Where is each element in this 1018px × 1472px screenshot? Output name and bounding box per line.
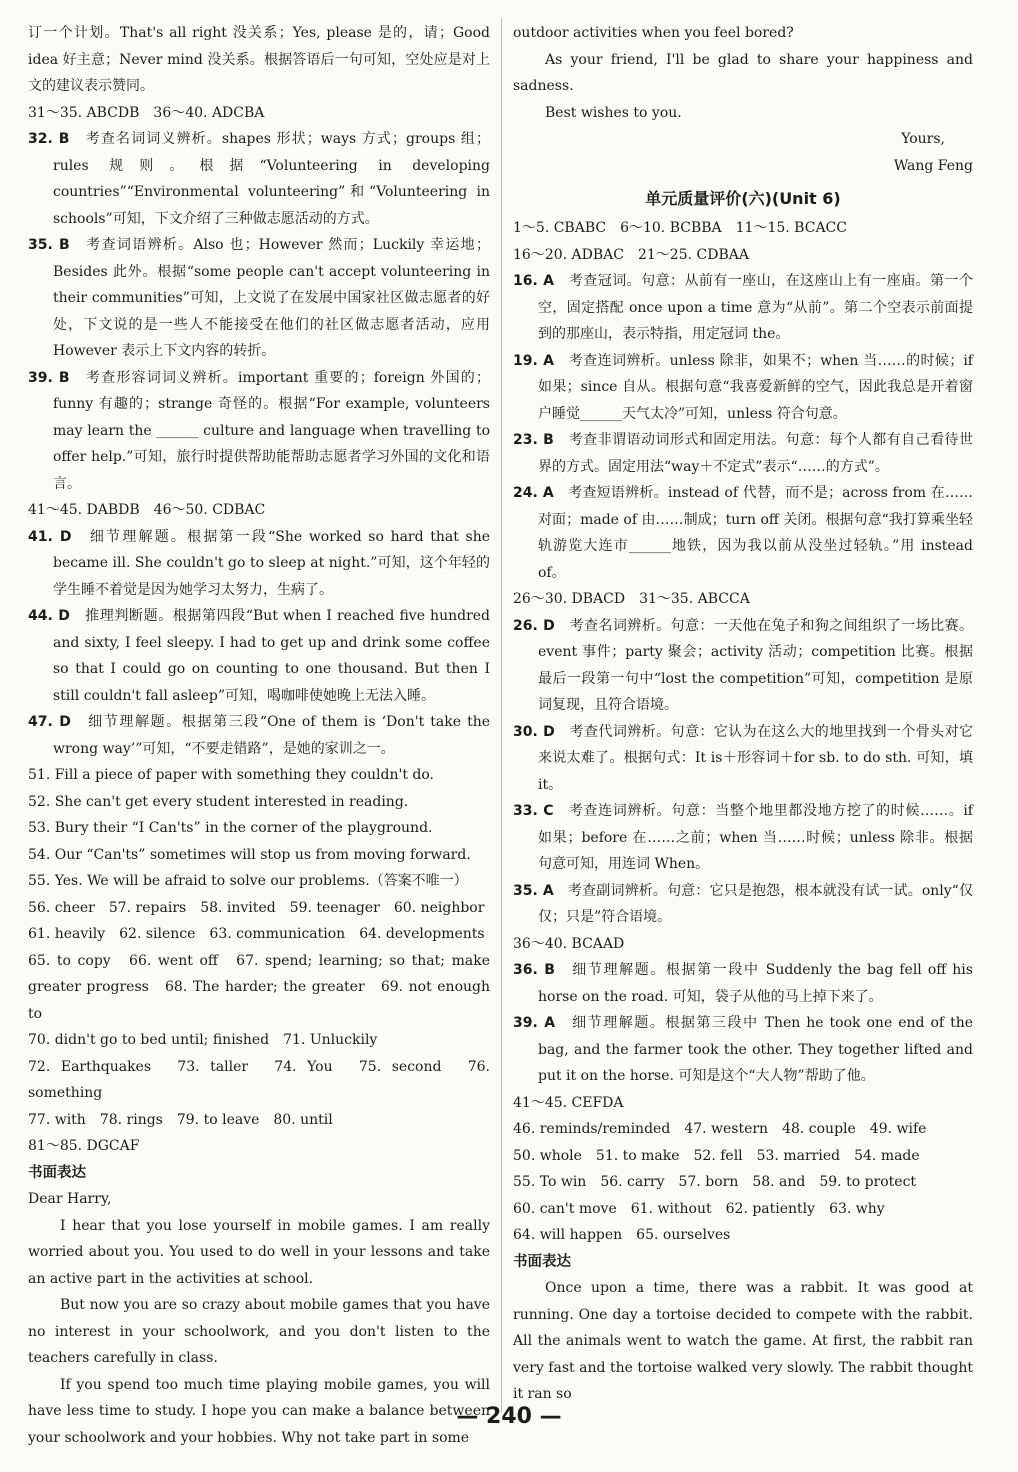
answer-explanation [513, 1010, 973, 1090]
line-text: 61. heavily 62. silence 63. communication 64. developments [28, 926, 485, 942]
signature-closing: Yours, [901, 131, 945, 147]
answer-explanation [28, 232, 490, 365]
writing-heading-left: 书面表达 [28, 1164, 86, 1181]
story-paragraph: Once upon a time, there was a rabbit. It was good at running. One day a tortoise decided to compete with the rabbit. All the animals went to watch the game. At first, the rabbit ran very fast and the tortoise walked very slowly. The rabbit thought it ran so [513, 1280, 973, 1402]
section-title: 单元质量评价(六)(Unit 6) [645, 189, 841, 208]
answer-explanation [513, 719, 973, 799]
answer-line [28, 842, 490, 869]
answer-line [513, 931, 973, 958]
page-number: — 240 — [456, 1404, 562, 1429]
line-text: 考查连词辨析。unless 除非，如果不；when 当……的时候；if 如果；since 自从。根据句意“我喜爱新鲜的空气，因此我总是开着窗户睡觉______天气太冷”可知，unless 符合句意。 [538, 352, 973, 422]
line-text: 细节理解题。根据第一段中 Suddenly the bag fell off his horse on the road. 可知，袋子从他的马上掉下来了。 [538, 962, 973, 1005]
answer-line [513, 1222, 973, 1249]
answer-line [28, 20, 490, 100]
question-number: 24. A [513, 485, 554, 501]
answer-line [28, 497, 490, 524]
answer-explanation [28, 603, 490, 709]
line-text: 51. Fill a piece of paper with something they couldn't do. [28, 767, 434, 783]
answer-line [513, 242, 973, 269]
answer-explanation [513, 427, 973, 480]
line-text: 26～30. DBACD 31～35. ABCCA [513, 591, 750, 607]
answer-line [28, 895, 490, 922]
answer-explanation [513, 798, 973, 878]
line-text: 考查连词辨析。句意：当整个地里都没地方挖了的时候……。if 如果；before 在……之前；when 当……时候；unless 除非。根据句意可知，用连词 When。 [538, 803, 973, 872]
answer-line [513, 1116, 973, 1143]
answer-explanation [513, 957, 973, 1010]
line-text: Dear Harry, [28, 1191, 112, 1207]
line-text: outdoor activities when you feel bored? [513, 25, 794, 41]
answer-line [28, 815, 490, 842]
question-number: 47. D [28, 714, 71, 730]
answer-line [513, 1090, 973, 1117]
line-text: 推理判断题。根据第四段“But when I reached five hundred and sixty, I feel sleepy. I had to get up and drink some coffee so that I could go on counting to one thousand. But then I still couldn't fall asleep”可知，喝咖啡使她晚上无法入睡。 [53, 608, 491, 704]
answer-line [513, 1196, 973, 1223]
letter-ending [513, 20, 973, 126]
question-number: 33. C [513, 803, 554, 819]
answer-line [28, 1292, 490, 1372]
line-text: 考查名词词义辨析。shapes 形状；ways 方式；groups 组；rules 规则。根据“Volunteering in developing countries”“Environmental volunteering”和“Volunteering in schools”可知，下文介绍了三种做志愿活动的方式。 [53, 131, 490, 227]
right-answer-list [513, 215, 973, 1249]
line-text: 41～45. CEFDA [513, 1094, 624, 1111]
question-number: 16. A [513, 273, 554, 289]
line-text: 订一个计划。That's all right 没关系；Yes, please 是的，请；Good idea 好主意；Never mind 没关系。根据答语后一句可知，空处应是对上文的建议表示赞同。 [28, 25, 490, 94]
line-text: But now you are so crazy about mobile games that you have no interest in your schoolwork, and you don't listen to the teachers carefully in class. [28, 1297, 490, 1366]
writing-heading-right: 书面表达 [513, 1253, 571, 1270]
question-number: 23. B [513, 432, 554, 448]
answer-line [513, 1169, 973, 1196]
answer-line [513, 20, 973, 47]
answer-line [513, 47, 973, 100]
line-text: 55. To win 56. carry 57. born 58. and 59. to protect [513, 1174, 917, 1190]
answer-explanation [28, 524, 490, 604]
answer-line [28, 948, 490, 1028]
answer-line [513, 586, 973, 613]
line-text: 41～45. DABDB 46～50. CDBAC [28, 502, 266, 518]
answer-line [513, 1143, 973, 1170]
line-text: 72. Earthquakes 73. taller 74. You 75. second 76. something [28, 1058, 490, 1101]
line-text: 65. to copy 66. went off 67. spend; learning; so that; make greater progress 68. The harder; the greater 69. not enough to [28, 952, 490, 1022]
column-divider [501, 18, 502, 1413]
question-number: 44. D [28, 608, 70, 624]
line-text: 60. can't move 61. without 62. patiently 63. why [513, 1200, 885, 1217]
line-text: 考查短语辨析。instead of 代替，而不是；across from 在……对面；made of 由……制成；turn off 关闭。根据句意“我打算乘坐轻轨游览大连市______地铁，因为我以前从没坐过轻轨。”用 instead of。 [538, 485, 973, 581]
line-text: Best wishes to you. [545, 104, 682, 121]
answer-line [28, 1186, 490, 1213]
question-number: 26. D [513, 617, 555, 634]
answer-line [28, 1054, 490, 1107]
line-text: 77. with 78. rings 79. to leave 80. until [28, 1111, 333, 1128]
line-text: 50. whole 51. to make 52. fell 53. married 54. made [513, 1147, 920, 1164]
answer-line [28, 1133, 490, 1160]
signature-name: Wang Feng [893, 157, 973, 174]
line-text: 54. Our “Can'ts” sometimes will stop us from moving forward. [28, 846, 471, 863]
question-number: 32. B [28, 131, 70, 147]
line-text: 细节理解题。根据第一段“She worked so hard that she became ill. She couldn't go to sleep at night.”可知，这个年轻的学生睡不着觉是因为她学习太努力，生病了。 [53, 528, 490, 598]
line-text: 53. Bury their “I Can'ts” in the corner of the playground. [28, 820, 433, 836]
answer-line [28, 868, 490, 895]
question-number: 35. B [28, 237, 70, 253]
line-text: 81～85. DGCAF [28, 1138, 140, 1154]
line-text: 55. Yes. We will be afraid to solve our problems.（答案不唯一） [28, 873, 468, 889]
line-text: As your friend, I'll be glad to share your happiness and sadness. [513, 51, 973, 94]
right-column [513, 20, 973, 1408]
question-number: 35. A [513, 882, 554, 899]
answer-line [28, 1213, 490, 1293]
line-text: 52. She can't get every student interested in reading. [28, 793, 409, 810]
answer-line [28, 921, 490, 948]
question-number: 39. B [28, 369, 70, 386]
left-column [28, 20, 490, 1451]
question-number: 39. A [513, 1015, 556, 1031]
line-text: 考查名词辨析。句意：一天他在兔子和狗之间组织了一场比赛。event 事件；party 聚会；activity 活动；competition 比赛。根据最后一段第一句中“lost the competition”可知，competition 是原词复现，且符合语境。 [538, 617, 974, 713]
line-text: 细节理解题。根据第三段中 Then he took one end of the bag, and the farmer took the other. They together lifted and put it on the horse. 可知是这个“大人物”帮助了他。 [538, 1015, 974, 1084]
answer-explanation [513, 348, 973, 428]
answer-line [513, 215, 973, 242]
line-text: 考查形容词词义辨析。important 重要的；foreign 外国的；funny 有趣的；strange 奇怪的。根据“For example, volunteers may learn the ______ culture and language when travelling to offer help.”可知，旅行时提供帮助能帮助志愿者学习外国的文化和语言。 [53, 369, 490, 492]
answer-line [513, 100, 973, 127]
answer-explanation [28, 126, 490, 232]
line-text: 56. cheer 57. repairs 58. invited 59. teenager 60. neighbor [28, 899, 485, 916]
question-number: 19. A [513, 352, 554, 369]
line-text: 考查副词辨析。句意：它只是抱怨，根本就没有试一试。only“仅仅；只是”符合语境。 [538, 882, 973, 925]
answer-line [28, 1107, 490, 1134]
line-text: If you spend too much time playing mobile games, you will have less time to study. I hope you can make a balance between your schoolwork and your hobbies. Why not take part in some [28, 1376, 490, 1446]
line-text: 考查代词辨析。句意：它认为在这么大的地里找到一个骨头对它来说太难了。根据句式：It is＋形容词＋for sb. to do sth. 可知，填 it。 [538, 723, 974, 793]
answer-line [28, 762, 490, 789]
line-text: I hear that you lose yourself in mobile games. I am really worried about you. You used to do well in your lessons and take an active part in the activities at school. [28, 1217, 490, 1287]
line-text: 细节理解题。根据第三段“One of them is ‘Don't take the wrong way’”可知，“不要走错路”，是她的家训之一。 [53, 714, 490, 757]
line-text: 64. will happen 65. ourselves [513, 1227, 731, 1243]
line-text: 考查冠词。句意：从前有一座山，在这座山上有一座庙。第一个空，固定搭配 once upon a time 意为“从前”。第二个空表示前面提到的那座山，表示特指，用定冠词 the。 [538, 273, 974, 342]
line-text: 46. reminds/reminded 47. western 48. couple 49. wife [513, 1121, 927, 1137]
line-text: 考查词语辨析。Also 也；However 然而；Luckily 幸运地；Besides 此外。根据“some people can't accept volunteering in their communities”可知，上文说了在发展中国家社区做志愿者的好处，下文说的是一些人不能接受在他们的社区做志愿者活动，应用 However 表示上下文内容的转折。 [53, 237, 490, 359]
line-text: 考查非谓语动词形式和固定用法。句意：每个人都有自己看待世界的方式。固定用法“way＋不定式”表示“……的方式”。 [538, 432, 973, 475]
line-text: 70. didn't go to bed until; finished 71. Unluckily [28, 1032, 378, 1048]
question-number: 41. D [28, 528, 72, 545]
left-answer-list [28, 20, 490, 1160]
answer-explanation [513, 480, 973, 586]
answer-line [28, 100, 490, 127]
line-text: 16～20. ADBAC 21～25. CDBAA [513, 246, 749, 263]
answer-line [28, 789, 490, 816]
answer-explanation [28, 709, 490, 762]
answer-explanation [513, 878, 973, 931]
answer-explanation [28, 365, 490, 498]
line-text: 1～5. CBABC 6～10. BCBBA 11～15. BCACC [513, 220, 847, 236]
answer-explanation [513, 268, 973, 348]
answer-explanation [513, 613, 973, 719]
line-text: 31～35. ABCDB 36～40. ADCBA [28, 104, 265, 121]
question-number: 30. D [513, 723, 555, 740]
question-number: 36. B [513, 962, 555, 978]
line-text: 36～40. BCAAD [513, 935, 625, 952]
answer-line [28, 1027, 490, 1054]
